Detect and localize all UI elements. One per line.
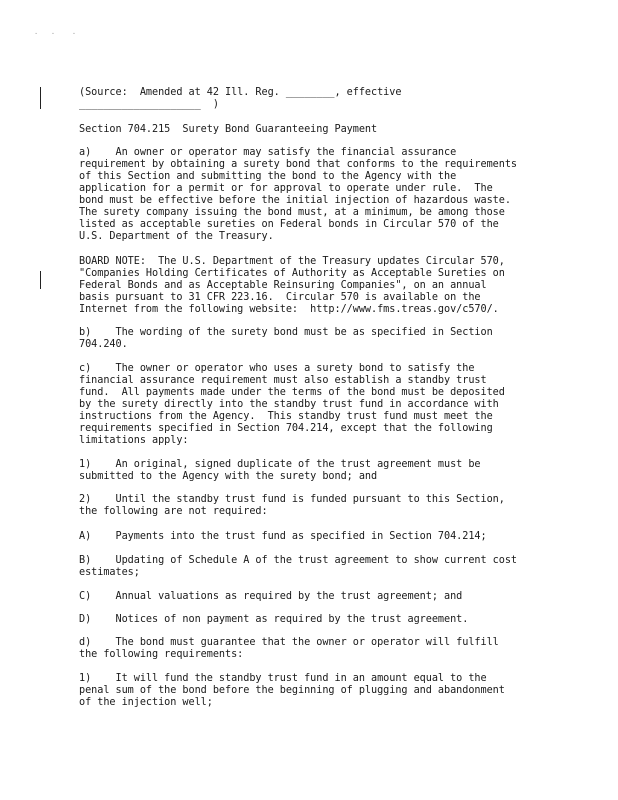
board-note-line: Federal Bonds and as Acceptable Reinsuring Companies", on an annual (79, 280, 487, 291)
board-note-line: BOARD NOTE: The U.S. Department of the Treasury updates Circular 570, (79, 256, 505, 267)
paragraph-line: 704.240. (79, 339, 128, 350)
paragraph-line: application for a permit or for approval to operate under rule. The (79, 183, 493, 194)
paragraph-line: the following are not required: (79, 506, 268, 517)
paragraph-line: bond must be effective before the initial injection of hazardous waste. (79, 195, 511, 206)
paragraph-line: c) The owner or operator who uses a surety bond to satisfy the (79, 363, 475, 374)
paragraph-line: financial assurance requirement must also establish a standby trust (79, 375, 487, 386)
paragraph-line: requirement by obtaining a surety bond that conforms to the requirements (79, 159, 518, 170)
board-note-line: Internet from the following website: http://www.fms.treas.gov/c570/. (79, 304, 499, 315)
paragraph-line: submitted to the Agency with the surety bond; and (79, 471, 378, 482)
paragraph-line: 1) It will fund the standby trust fund in an amount equal to the (79, 673, 487, 684)
paragraph-line: d) The bond must guarantee that the owner or operator will fulfill (79, 637, 499, 648)
paragraph-line: 1) An original, signed duplicate of the trust agreement must be (79, 459, 481, 470)
paragraph-line: B) Updating of Schedule A of the trust agreement to show current cost (79, 555, 518, 566)
paragraph-line: 2) Until the standby trust fund is funded pursuant to this Section, (79, 494, 505, 505)
paragraph-line: by the surety directly into the standby trust fund in accordance with (79, 399, 499, 410)
paragraph-line: b) The wording of the surety bond must be as specified in Section (79, 327, 493, 338)
paragraph-line: estimates; (79, 567, 140, 578)
revision-bar (40, 87, 41, 109)
paragraph-line: limitations apply: (79, 435, 189, 446)
revision-bar (40, 271, 41, 289)
paragraph-line: listed as acceptable sureties on Federal bonds in Circular 570 of the (79, 219, 499, 230)
paragraph-line: fund. All payments made under the terms of the bond must be deposited (79, 387, 505, 398)
paragraph-line: instructions from the Agency. This standby trust fund must meet the (79, 411, 493, 422)
paragraph-line: of this Section and submitting the bond to the Agency with the (79, 171, 457, 182)
source-note-line: ____________________ ) (79, 99, 219, 110)
paragraph-line: U.S. Department of the Treasury. (79, 231, 274, 242)
scan-speck: · · · (34, 30, 77, 38)
board-note-line: basis pursuant to 31 CFR 223.16. Circular 570 is available on the (79, 292, 481, 303)
paragraph-line: penal sum of the bond before the beginning of plugging and abandonment (79, 685, 505, 696)
section-heading: Section 704.215 Surety Bond Guaranteeing Payment (79, 124, 378, 135)
paragraph-line: the following requirements: (79, 649, 244, 660)
source-note-line: (Source: Amended at 42 Ill. Reg. ________, effective (79, 87, 402, 98)
paragraph-line: The surety company issuing the bond must, at a minimum, be among those (79, 207, 505, 218)
paragraph-line: C) Annual valuations as required by the trust agreement; and (79, 591, 463, 602)
paragraph-line: D) Notices of non payment as required by the trust agreement. (79, 614, 469, 625)
board-note-line: "Companies Holding Certificates of Authority as Acceptable Sureties on (79, 268, 505, 279)
paragraph-line: A) Payments into the trust fund as specified in Section 704.214; (79, 531, 487, 542)
paragraph-line: a) An owner or operator may satisfy the financial assurance (79, 147, 457, 158)
paragraph-line: requirements specified in Section 704.214, except that the following (79, 423, 493, 434)
paragraph-line: of the injection well; (79, 697, 213, 708)
